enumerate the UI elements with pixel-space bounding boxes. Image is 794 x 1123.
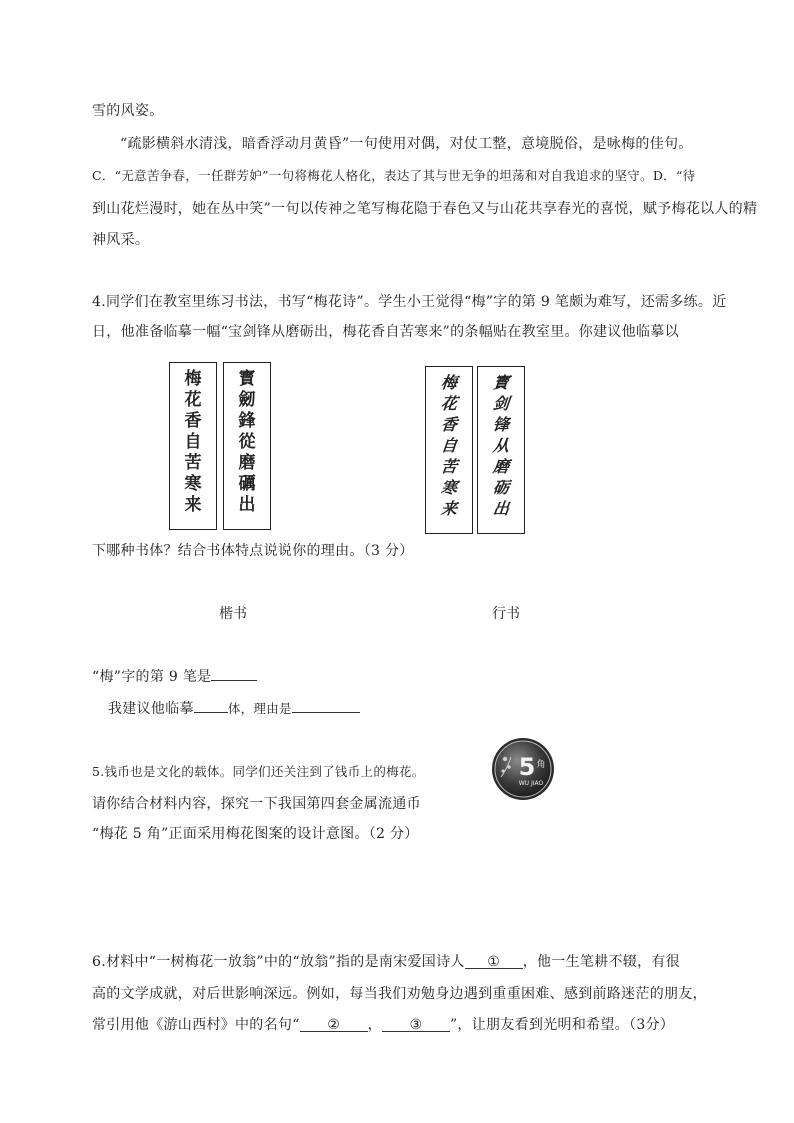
question-6-line3-pre: 常引用他《游山西村》中的名句“ [92,1017,300,1033]
coin-value: 5 [518,753,536,781]
blank-2-mark: ② [327,1017,341,1033]
xingshu-scroll-right-column [425,366,473,534]
xingshu-char: 出 [492,499,511,518]
question-4-line1: 4.同学们在教室里练习书法，书写“梅花诗”。学生小王觉得“梅”字的第 9 笔颇为难写，还需多练。近 [92,294,727,310]
option-c-d-text-line1: C．“无意苦争春，一任群芳妒”一句将梅花人格化，表达了其与世无争的坦荡和对自我追求的坚守。D．“待 [92,168,696,183]
xingshu-char: 花 [440,394,459,413]
kaishu-char: 来 [184,495,202,515]
reason-blank[interactable] [292,698,360,713]
kaishu-char: 梅 [184,369,202,389]
kaishu-char: 自 [184,432,202,452]
question-6-line2: 高的文学成就，对后世影响深远。例如，每当我们劝勉身边遇到重重困难、感到前路迷茫的朋友， [92,986,707,1002]
fill-reason-prompt: 体，理由是 [227,701,292,716]
fill-stroke-9-prompt: “梅”字的第 9 笔是 [92,669,212,685]
five-jiao-coin-image [491,737,555,801]
kaishu-char: 磨 [238,453,256,473]
question-4-line3: 下哪种书体？结合书体特点说说你的理由。（3 分） [92,543,414,559]
xingshu-char: 磨 [492,457,511,476]
xingshu-char: 剑 [492,394,511,413]
question-5-line1: 5.钱币也是文化的载体。同学们还关注到了钱币上的梅花。 [92,764,425,779]
fill-recommendation [108,698,360,718]
stroke-9-blank[interactable] [211,666,257,681]
kaishu-caption: 楷书 [219,606,247,622]
xingshu-char: 来 [440,499,459,518]
kaishu-char: 劒 [238,390,256,410]
kaishu-col2 [224,369,270,516]
blank-2[interactable] [300,1017,368,1032]
kaishu-char: 出 [238,495,256,515]
question-6-line3-post: ”，让朋友看到光明和希望。（3分） [449,1017,675,1033]
option-d-text-line3: 神风采。 [92,232,150,248]
kaishu-char: 寳 [238,369,256,389]
xingshu-char: 砺 [492,478,511,497]
fill-recommendation-prompt: 我建议他临摹 [108,701,194,717]
question-6-line3 [92,1014,674,1034]
xingshu-char: 锋 [492,415,511,434]
xingshu-char: 从 [492,436,511,455]
coin-pinyin: WU JIAO [518,780,544,787]
xingshu-char: 寒 [440,478,459,497]
xingshu-col2 [478,373,524,520]
script-choice-blank[interactable] [194,698,228,713]
xingshu-scroll-left-column [477,366,525,534]
xingshu-char: 苦 [440,457,459,476]
xingshu-char: 寳 [492,373,511,392]
question-5-line3: “梅花 5 角”正面采用梅花图案的设计意图。（2 分） [92,826,419,842]
question-6-line1 [92,951,680,971]
kaishu-char: 從 [238,432,256,452]
question-5-line2: 请你结合材料内容，探究一下我国第四套金属流通币 [92,796,421,812]
kaishu-char: 香 [184,411,202,431]
xingshu-char: 梅 [440,373,459,392]
kaishu-char: 礪 [238,474,256,494]
kaishu-col1 [170,369,216,516]
kaishu-scroll-left-column [223,362,271,530]
paragraph-continued: 雪的风姿。 [92,103,164,119]
xingshu-char: 香 [440,415,459,434]
option-d-text-line2: 到山花烂漫时，她在丛中笑”一句以传神之笔写梅花隐于春色又与山花共享春光的喜悦，赋予梅花以人的精 [92,201,758,217]
blank-1-mark: ① [487,954,501,970]
kaishu-char: 苦 [184,453,202,473]
kaishu-char: 寒 [184,474,202,494]
blank-1[interactable] [465,954,523,969]
question-6-line3-comma: ， [367,1017,382,1033]
kaishu-scroll-right-column [169,362,217,530]
blank-3[interactable] [382,1017,450,1032]
fill-stroke-9 [92,666,257,686]
question-6-line1-post: ，他一生笔耕不辍，有很 [522,954,680,970]
coin-unit: 角 [536,760,546,770]
question-4-line2: 日，他准备临摹一幅“宝剑锋从磨砺出，梅花香自苦寒来”的条幅贴在教室里。你建议他临摹以 [92,324,679,340]
blank-3-mark: ③ [409,1017,423,1033]
option-b-text: “疏影横斜水清浅，暗香浮动月黄昏”一句使用对偶，对仗工整，意境脱俗，是咏梅的佳句。 [120,136,693,152]
kaishu-char: 花 [184,390,202,410]
xingshu-caption: 行书 [492,606,520,622]
kaishu-char: 鋒 [238,411,256,431]
xingshu-char: 自 [440,436,459,455]
question-6-line1-pre: 6.材料中“一树梅花一放翁”中的“放翁”指的是南宋爱国诗人 [92,954,465,970]
xingshu-col1 [426,373,472,520]
